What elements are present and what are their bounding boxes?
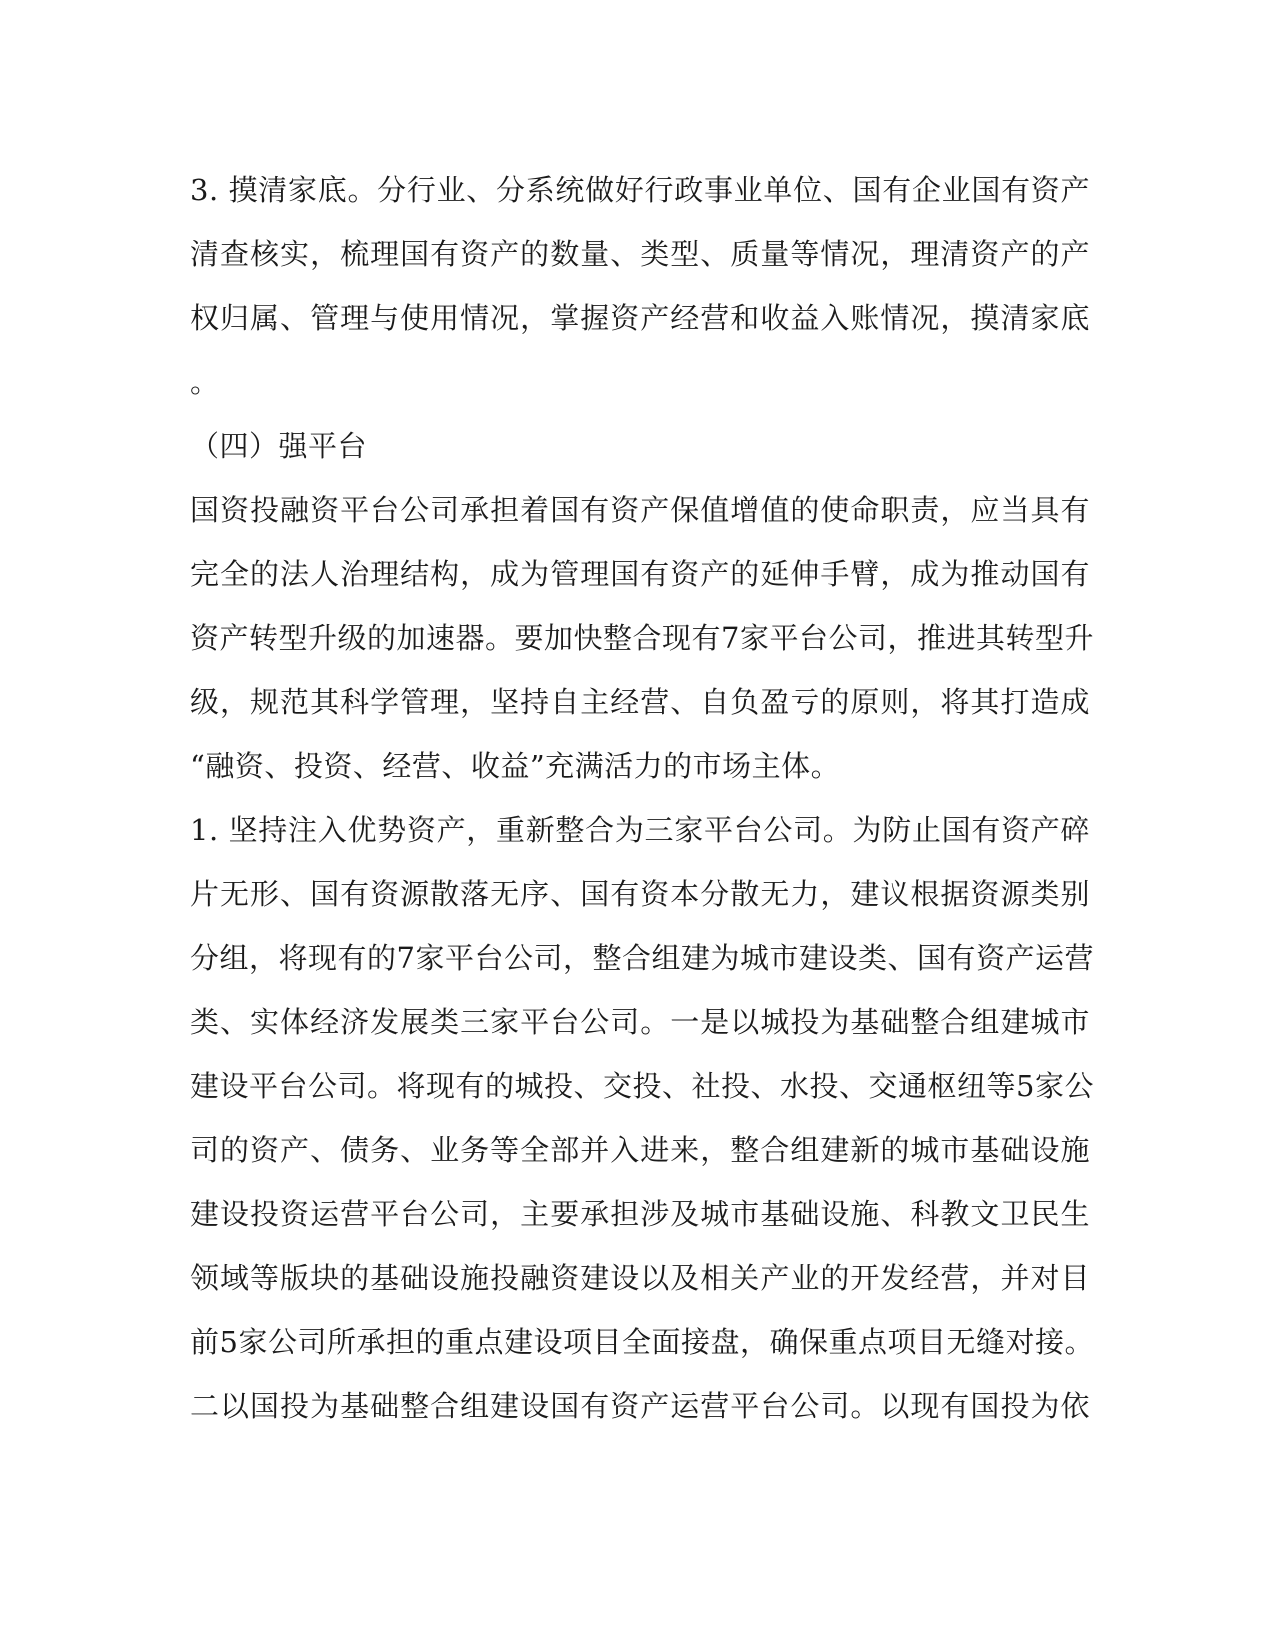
paragraph-line: 类、实体经济发展类三家平台公司。一是以城投为基础整合组建城市 bbox=[190, 1005, 1090, 1039]
paragraph-line: 建设投资运营平台公司，主要承担涉及城市基础设施、科教文卫民生 bbox=[190, 1197, 1090, 1231]
paragraph-line: 清查核实，梳理国有资产的数量、类型、质量等情况，理清资产的产 bbox=[190, 237, 1090, 271]
paragraph-line: 建设平台公司。将现有的城投、交投、社投、水投、交通枢纽等5家公 bbox=[190, 1069, 1094, 1103]
paragraph-line: 片无形、国有资源散落无序、国有资本分散无力，建议根据资源类别 bbox=[190, 877, 1090, 911]
paragraph-line: 领域等版块的基础设施投融资建设以及相关产业的开发经营，并对目 bbox=[190, 1261, 1090, 1295]
paragraph-line: 国资投融资平台公司承担着国有资产保值增值的使命职责，应当具有 bbox=[190, 493, 1090, 527]
document-body bbox=[190, 158, 1094, 1438]
section-heading: （四）强平台 bbox=[190, 429, 368, 463]
paragraph-line: 级，规范其科学管理，坚持自主经营、自负盈亏的原则，将其打造成 bbox=[190, 685, 1090, 719]
paragraph-line: 1. 坚持注入优势资产，重新整合为三家平台公司。为防止国有资产碎 bbox=[190, 813, 1090, 847]
paragraph-line: 司的资产、债务、业务等全部并入进来，整合组建新的城市基础设施 bbox=[190, 1133, 1090, 1167]
paragraph-line: 3. 摸清家底。分行业、分系统做好行政事业单位、国有企业国有资产 bbox=[190, 173, 1090, 207]
paragraph-line: 前5家公司所承担的重点建设项目全面接盘，确保重点项目无缝对接。 bbox=[190, 1325, 1094, 1359]
paragraph-line: 。 bbox=[190, 365, 220, 399]
paragraph-line: 完全的法人治理结构，成为管理国有资产的延伸手臂，成为推动国有 bbox=[190, 557, 1090, 591]
paragraph-line: 分组，将现有的7家平台公司，整合组建为城市建设类、国有资产运营 bbox=[190, 941, 1094, 975]
paragraph-line: “融资、投资、经营、收益”充满活力的市场主体。 bbox=[190, 749, 841, 783]
paragraph-line: 权归属、管理与使用情况，掌握资产经营和收益入账情况，摸清家底 bbox=[190, 301, 1090, 335]
paragraph-line: 二以国投为基础整合组建设国有资产运营平台公司。以现有国投为依 bbox=[190, 1389, 1090, 1423]
paragraph-line: 资产转型升级的加速器。要加快整合现有7家平台公司，推进其转型升 bbox=[190, 621, 1094, 655]
